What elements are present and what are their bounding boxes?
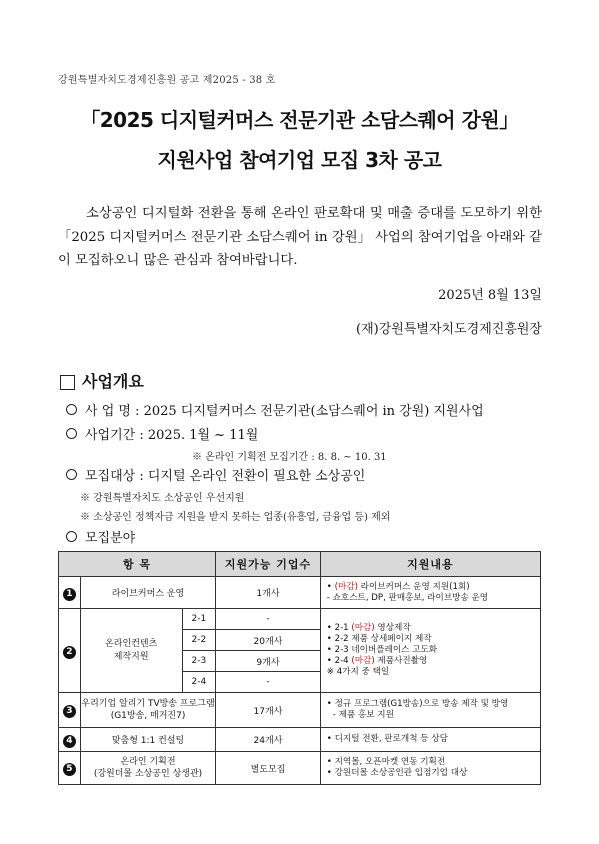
notice-date: 2025년 8월 13일 xyxy=(438,288,542,303)
row-item: 우리기업 알리기 TV방송 프로그램 (G1방송, 매거진7) xyxy=(80,693,215,728)
table-row xyxy=(59,728,541,752)
row-count: 1개사 xyxy=(216,577,321,609)
row-count: 24개사 xyxy=(216,728,321,752)
table-row xyxy=(59,609,541,630)
row-count: - xyxy=(216,609,321,630)
circle-bullet-icon xyxy=(66,404,77,415)
overview-item: 사 업 명 : 2025 디지털커머스 전문기관(소담스퀘어 in 강원) 지원사업 xyxy=(66,400,484,419)
sub-code: 2-4 xyxy=(182,672,216,693)
page-title-line2: 지원사업 참여기업 모집 3차 공고 xyxy=(157,148,442,172)
table-row xyxy=(59,693,541,728)
row-number: 3 xyxy=(59,693,81,728)
intro-text: 소상공인 디지털화 전환을 통해 온라인 판로확대 및 매출 증대를 도모하기 위한「2025 디지털커머스 전문기관 소담스퀘어 in 강원」 사업의 참여기업을 아래와 같이 모집하오니 많은 관심과 참여바랍니다. xyxy=(58,206,542,268)
row-content: • 2-1 (마감) 영상제작 • 2-2 제품 상세페이지 제작 • 2-3 네이버플레이스 고도화 • 2-4 (마감) 제품사진촬영 ※ 4가지 중 택일 xyxy=(320,609,540,693)
overview-note: ※ 온라인 기획전 모집기간 : 8. 8. ~ 10. 31 xyxy=(192,452,387,463)
row-number: 4 xyxy=(59,728,81,752)
row-content: • (마감) 라이브커머스 운영 지원(1회) - 쇼호스트, DP, 판매홍보, 라이브방송 운영 xyxy=(320,577,540,609)
circle-bullet-icon xyxy=(66,428,77,439)
row-number: 2 xyxy=(59,609,81,693)
row-content: • 디지털 전환, 판로개척 등 상담 xyxy=(320,728,540,752)
page-title-line1: 「2025 디지털커머스 전문기관 소담스퀘어 강원」 xyxy=(80,108,519,132)
row-number: 5 xyxy=(59,752,81,785)
sub-code: 2-2 xyxy=(182,630,216,651)
row-number: 1 xyxy=(59,577,81,609)
row-content: • 지역몰, 오픈마켓 연동 기획전 • 강원더몰 소상공인관 입점기업 대상 xyxy=(320,752,540,785)
sub-code: 2-3 xyxy=(182,651,216,672)
overview-item: 사업기간 : 2025. 1월 ~ 11월 xyxy=(66,424,258,443)
row-count: 20개사 xyxy=(216,630,321,651)
row-content: • 정규 프로그램(G1방송)으로 방송 제작 및 방영 - 제품 홍보 지원 xyxy=(320,693,540,728)
table-row xyxy=(59,577,541,609)
row-item: 라이브커머스 운영 xyxy=(80,577,215,609)
table-header-item: 항 목 xyxy=(59,552,216,577)
row-item: 온라인컨텐츠 제작지원 xyxy=(80,609,182,693)
table-header-row xyxy=(59,552,541,577)
sub-code: 2-1 xyxy=(182,609,216,630)
row-item: 온라인 기획전 (강원더몰 소상공인 상생관) xyxy=(80,752,215,785)
circle-bullet-icon xyxy=(66,469,77,480)
notice-reference: 강원특별자치도경제진흥원 공고 제2025 - 38 호 xyxy=(58,75,276,86)
circle-bullet-icon xyxy=(66,531,77,542)
section-title: 사업개요 xyxy=(82,372,144,391)
overview-note: ※ 강원특별자치도 소상공인 우선지원 xyxy=(80,493,245,504)
section-checkbox-icon xyxy=(60,375,75,390)
table-header-content: 지원내용 xyxy=(320,552,540,577)
table-row xyxy=(59,752,541,785)
intro-paragraph xyxy=(58,202,542,273)
table-header-count: 지원가능 기업수 xyxy=(216,552,321,577)
overview-item: 모집분야 xyxy=(66,527,135,546)
overview-note: ※ 소상공인 정책자금 지원을 받지 못하는 업종(유흥업, 금융업 등) 제외 xyxy=(80,512,391,523)
row-count: 별도모집 xyxy=(216,752,321,785)
row-item: 맞춤형 1:1 컨설팅 xyxy=(80,728,215,752)
row-count: - xyxy=(216,672,321,693)
row-count: 9개사 xyxy=(216,651,321,672)
support-table xyxy=(58,551,541,785)
row-count: 17개사 xyxy=(216,693,321,728)
overview-item: 모집대상 : 디지털 온라인 전환이 필요한 소상공인 xyxy=(66,465,365,484)
issuer-name: (재)강원특별자치도경제진흥원장 xyxy=(356,322,542,337)
